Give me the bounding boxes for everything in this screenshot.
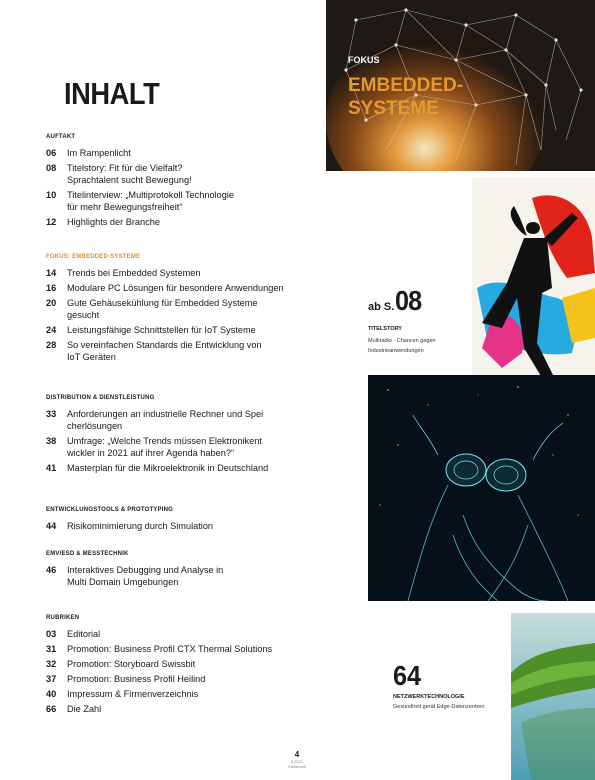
entry-title: Trends bei Embedded Systemen — [67, 268, 201, 278]
toc-entry[interactable] — [46, 658, 294, 670]
toc-entry[interactable] — [46, 673, 294, 685]
page-number: 14 — [46, 268, 57, 278]
netzwerk-page-number[interactable]: 64 — [393, 660, 422, 691]
page-number: 33 — [46, 409, 57, 419]
toc-entry[interactable] — [46, 435, 294, 459]
section-distribution — [46, 395, 294, 477]
toc-entry[interactable] — [46, 564, 294, 588]
page-number: 41 — [46, 463, 57, 473]
footer-subline: 8.2021 Elektronik — [288, 759, 306, 769]
entry-title: Titelstory: Fit für die Vielfalt? Sprachtalent sucht Bewegung! — [67, 163, 192, 185]
entry-title: Modulare PC Lösungen für besondere Anwendungen — [67, 283, 284, 293]
entry-title: Die Zahl — [67, 704, 102, 714]
page-number: 10 — [46, 190, 57, 200]
section-heading: FOKUS: EMBEDDED-SYSTEME — [46, 254, 141, 260]
toc-entry[interactable] — [46, 703, 294, 715]
section-auftakt — [46, 134, 294, 231]
page-number: 40 — [46, 689, 57, 699]
page-title: INHALT — [64, 76, 160, 111]
entry-title: Interaktives Debugging und Analyse in Multi Domain Umgebungen — [67, 565, 224, 587]
titelstory-label: TITELSTORY — [368, 326, 402, 332]
person-binoculars-illustration — [368, 375, 595, 601]
green-hands-illustration — [511, 613, 595, 780]
page-number-footer: 4 — [294, 750, 300, 759]
page-number: 31 — [46, 644, 57, 654]
hero-title-line: EMBEDDED- — [348, 75, 464, 96]
entry-title: Masterplan für die Mikroelektronik in Deutschland — [67, 463, 269, 473]
page-number: 03 — [46, 629, 57, 639]
section-heading: DISTRIBUTION & DIENSTLEISTUNG — [46, 395, 155, 401]
entry-title: Promotion: Business Profil CTX Thermal Solutions — [67, 644, 273, 654]
toc-entry[interactable] — [46, 282, 294, 294]
titelstory-page-number[interactable]: 08 — [395, 285, 422, 316]
entry-title: Umfrage: „Welche Trends müssen Elektronikent wickler in 2021 auf ihrer Agenda haben?“ — [67, 436, 262, 458]
titelstory-description: Multiradio - Chancen gegen Industrieanwendungen — [368, 338, 436, 354]
toc-entry[interactable] — [46, 189, 294, 213]
page-number: 38 — [46, 436, 57, 446]
toc-entry[interactable] — [46, 162, 294, 186]
section-emv — [46, 551, 294, 591]
titelstory-prefix: ab S. — [368, 301, 395, 313]
silhouette-illustration — [472, 178, 595, 389]
toc-entry[interactable] — [46, 643, 294, 655]
hero-title[interactable] — [348, 74, 463, 120]
page-number: 24 — [46, 325, 57, 335]
page-number: 20 — [46, 298, 57, 308]
entry-title: Impressum & Firmenverzeichnis — [67, 689, 199, 699]
page-number: 46 — [46, 565, 57, 575]
section-fokus — [46, 254, 294, 366]
entry-title: Leistungsfähige Schnittstellen für IoT Systeme — [67, 325, 256, 335]
page-number: 37 — [46, 674, 57, 684]
toc-entry[interactable] — [46, 688, 294, 700]
entry-title: Titelinterview: „Multiprotokoll Technologie für mehr Bewegungsfreiheit“ — [67, 190, 234, 212]
toc-entry[interactable] — [46, 267, 294, 279]
hero-title-line: SYSTEME — [348, 98, 439, 119]
entry-title: Gute Gehäusekühlung für Embedded Systeme gesucht — [67, 298, 258, 320]
titelstory-image[interactable] — [472, 178, 595, 389]
page-number: 32 — [46, 659, 57, 669]
hero-kicker: FOKUS — [348, 55, 380, 65]
netzwerk-description: Gesundheit gerät Edge-Datenzentren — [393, 704, 485, 710]
entry-title: Promotion: Storyboard Swissbit — [67, 659, 196, 669]
page-number: 44 — [46, 521, 57, 531]
entry-title: Risikominimierung durch Simulation — [67, 521, 214, 531]
toc-entry[interactable] — [46, 339, 294, 363]
section-rubriken — [46, 615, 294, 718]
section-heading: AUFTAKT — [46, 134, 76, 140]
netzwerk-image[interactable] — [511, 613, 595, 780]
section-heading: ENTWICKLUNGSTOOLS & PROTOTYPING — [46, 507, 173, 513]
toc-entry[interactable] — [46, 628, 294, 640]
entry-title: Promotion: Business Profil Heilind — [67, 674, 206, 684]
feature-image-binoculars[interactable] — [368, 375, 595, 601]
toc-entry[interactable] — [46, 216, 294, 228]
section-heading: EMV/ESD & MESSTECHNIK — [46, 551, 129, 557]
page-number: 66 — [46, 704, 57, 714]
page-number: 12 — [46, 217, 57, 227]
entry-title: Im Rampenlicht — [67, 148, 131, 158]
section-entwicklungstools — [46, 507, 294, 535]
entry-title: So vereinfachen Standards die Entwicklung von IoT Geräten — [67, 340, 262, 362]
netzwerk-label: NETZWERKTECHNOLOGIE — [393, 694, 465, 700]
page-number: 16 — [46, 283, 57, 293]
entry-title: Editorial — [67, 629, 101, 639]
toc-entry[interactable] — [46, 297, 294, 321]
toc-entry[interactable] — [46, 520, 294, 532]
page-number: 06 — [46, 148, 57, 158]
toc-entry[interactable] — [46, 324, 294, 336]
section-heading: RUBRIKEN — [46, 615, 80, 621]
entry-title: Anforderungen an industrielle Rechner und Spei cherlösungen — [67, 409, 264, 431]
page-number: 08 — [46, 163, 57, 173]
entry-title: Highlights der Branche — [67, 217, 160, 227]
page-number: 28 — [46, 340, 57, 350]
toc-entry[interactable] — [46, 462, 294, 474]
toc-entry[interactable] — [46, 408, 294, 432]
toc-entry[interactable] — [46, 147, 294, 159]
